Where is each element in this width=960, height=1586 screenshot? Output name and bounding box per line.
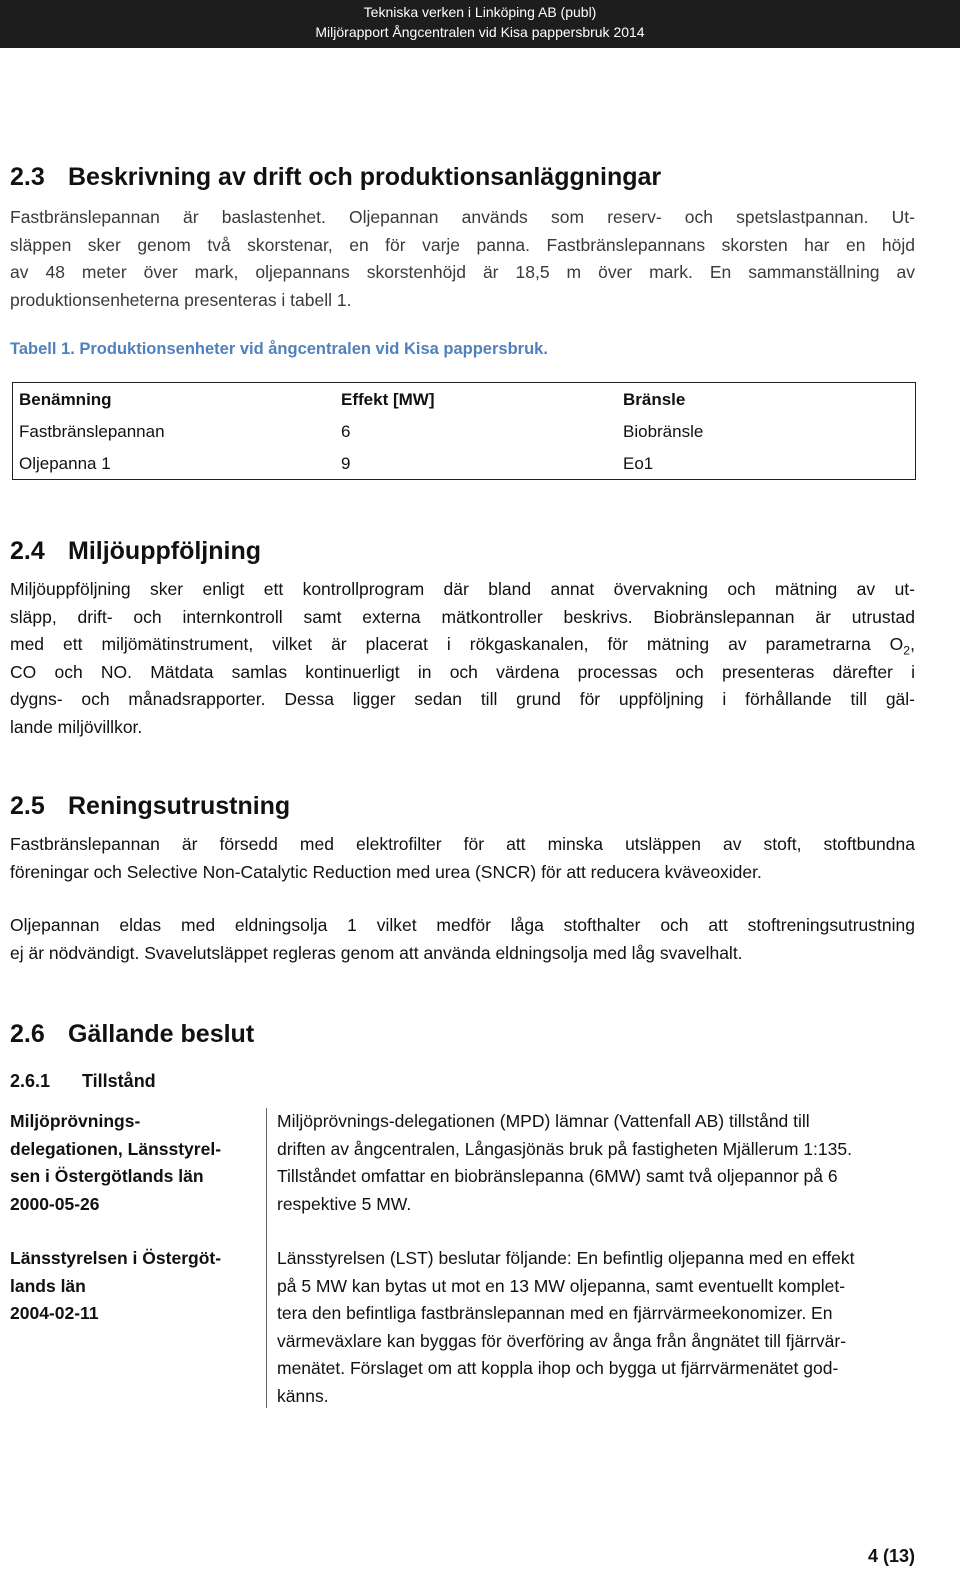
decision-text: Miljöprövnings-delegationen (MPD) lämnar (Vattenfall AB) tillstånd till driften av ångcentralen, Långasjönäs bruk på fastigheten Mjällerum 1:135. Tillståndet omfattar en biobränslepanna (6MW) samt två oljepannor på 6 respektive 5 MW. xyxy=(277,1111,852,1214)
decision-descriptions xyxy=(266,1108,927,1408)
decision-text: Länsstyrelsen (LST) beslutar följande: En befintlig oljepanna med en effekt på 5 MW kan bytas ut mot en 13 MW oljepanna, samt eventuellt komplet- tera den befintliga fastbränslepannan med en fjärrvärmeekonomizer. En värmeväxlare kan byggas för överföring av ånga från ångnätet till fjärrvär- menätet. Förslaget om att koppla ihop och bygga ut fjärrvärmenätet god- känns. xyxy=(277,1248,855,1406)
production-units-table xyxy=(12,382,916,480)
paragraph: Oljepannan eldas med eldningsolja 1 vilket medför låga stofthalter och att stoftreningsutrustning ej är nödvändigt. Svavelutsläppet regleras genom att använda eldningsolja med låg svavelhalt. xyxy=(10,915,915,963)
paragraph: Miljöuppföljning sker enligt ett kontrollprogram där bland annat övervakning och mätning av ut- släpp, drift- och internkontroll samt externa mätkontroller beskrivs. Biobränslepannan är utrustad med ett miljömätinstrument, vilket är placerat i rökgaskanalen, för mätning av parametrarna $O_2$, CO och NO. Mätdata samlas kontinuerligt in och värdena processas och presenteras därefter i dygns- och månadsrapporter. Dessa ligger sedan till grund för uppföljning i förhållande till gäl- lande miljövillkor. xyxy=(10,579,915,737)
table-row: Oljepanna 1 9 Eo1 xyxy=(19,453,654,473)
decision-authority: Miljöprövnings- delegationen, Länsstyrel- sen i Östergötlands län 2000-05-26 xyxy=(10,1111,222,1214)
header-company: Tekniska verken i Linköping AB (publ) xyxy=(363,4,597,20)
section-heading: 2.4 Miljöuppföljning xyxy=(10,537,261,565)
page-number: 4 (13) xyxy=(868,1546,916,1566)
decisions-list xyxy=(10,1108,940,1408)
section-2-5 xyxy=(10,789,915,967)
section-heading: 2.3 Beskrivning av drift och produktionsanläggningar xyxy=(10,163,662,191)
table-row: Fastbränslepannan 6 Biobränsle xyxy=(19,421,704,441)
table-header-row: Benämning Effekt [MW] Bränsle xyxy=(19,389,686,409)
paragraph: Fastbränslepannan är baslastenhet. Oljepannan används som reserv- och spetslastpannan. Ut- släppen sker genom två skorstenar, en för varje panna. Fastbränslepannans skorsten har en höjd av 48 meter över mark, oljepannans skorstenhöjd är 18,5 m över mark. En sammanställning av produktionsenheterna presenteras i tabell 1. xyxy=(10,207,915,310)
section-heading: 2.6 Gällande beslut xyxy=(10,1020,255,1048)
section-2-6 xyxy=(10,1017,915,1092)
section-heading: 2.5 Reningsutrustning xyxy=(10,792,291,820)
paragraph: Fastbränslepannan är försedd med elektrofilter för att minska utsläppen av stoft, stoftbundna föreningar och Selective Non-Catalytic Reduction med urea (SNCR) för att reducera kväveoxider. xyxy=(10,834,915,882)
table-caption: Tabell 1. Produktionsenheter vid ångcentralen vid Kisa pappersbruk. xyxy=(10,340,548,358)
document-header xyxy=(0,0,960,48)
section-2-3 xyxy=(10,160,915,473)
decision-authority: Länsstyrelsen i Östergöt- lands län 2004-02-11 xyxy=(10,1248,222,1323)
subsection-heading: 2.6.1 Tillstånd xyxy=(10,1071,156,1091)
header-report-title: Miljörapport Ångcentralen vid Kisa pappersbruk 2014 xyxy=(315,24,645,40)
section-2-4 xyxy=(10,534,915,741)
